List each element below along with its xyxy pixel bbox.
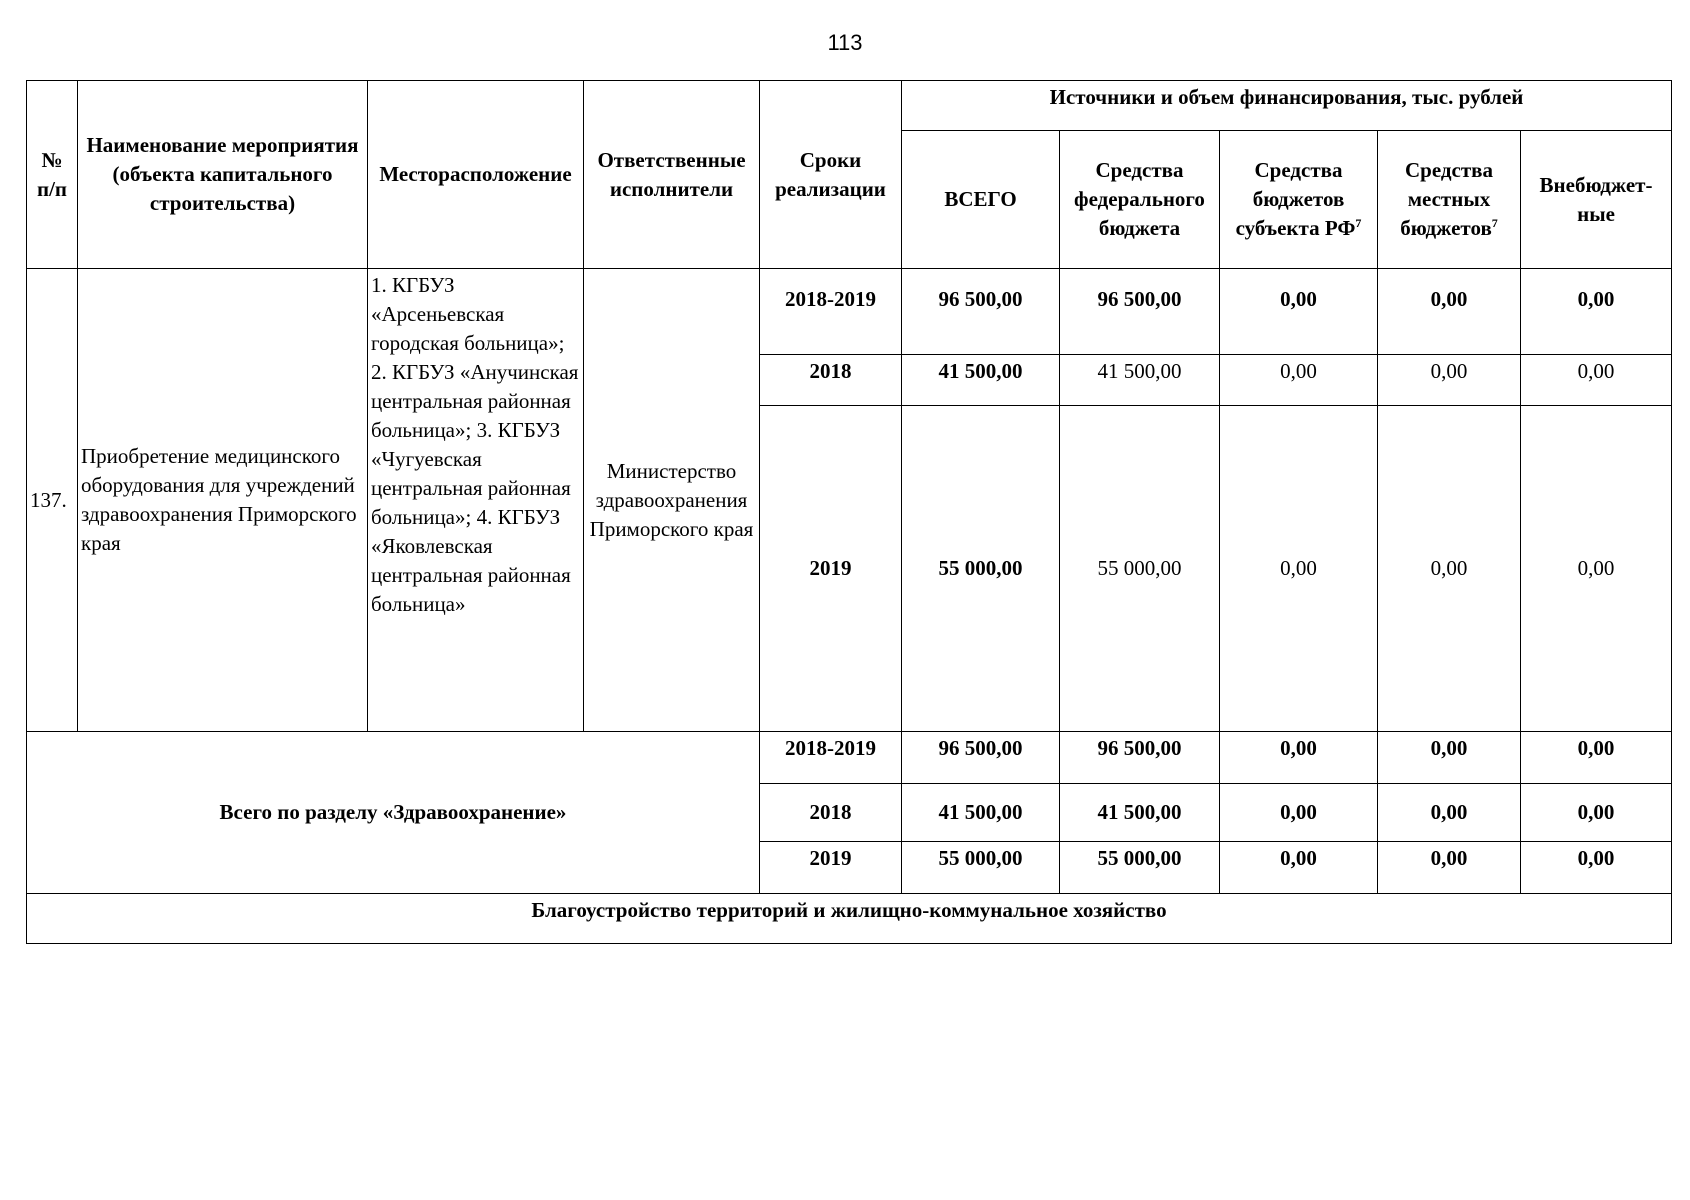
header-federal: Средства федерального бюджета — [1060, 131, 1220, 269]
page-number: 113 — [827, 30, 863, 55]
item-total: 55 000,00 — [902, 406, 1060, 732]
item-total: 96 500,00 — [902, 269, 1060, 355]
total-federal: 55 000,00 — [1060, 842, 1220, 894]
item-row-2018-2019 — [27, 269, 1672, 355]
total-total: 96 500,00 — [902, 732, 1060, 784]
item-local: 0,00 — [1378, 406, 1521, 732]
total-extra: 0,00 — [1521, 784, 1672, 842]
total-local: 0,00 — [1378, 732, 1521, 784]
item-period: 2018-2019 — [760, 269, 902, 355]
total-period: 2018-2019 — [760, 732, 902, 784]
item-local: 0,00 — [1378, 355, 1521, 406]
total-local: 0,00 — [1378, 784, 1521, 842]
item-name: Приобретение медицинского оборудования для учреждений здравоохранения Приморского края — [78, 269, 368, 732]
header-extra: Внебюджет-ные — [1521, 131, 1672, 269]
item-location: 1. КГБУЗ «Арсеньевская городская больница»; 2. КГБУЗ «Анучинская центральная районная больница»; 3. КГБУЗ «Чугуевская центральная районная больница»; 4. КГБУЗ «Яковлевская центральная районная больница» — [368, 269, 584, 732]
header-name: Наименование мероприятия (объекта капитального строительства) — [78, 81, 368, 269]
header-responsible: Ответственные исполнители — [584, 81, 760, 269]
next-section-title: Благоустройство территорий и жилищно-коммунальное хозяйство — [27, 894, 1672, 944]
total-total: 41 500,00 — [902, 784, 1060, 842]
header-period: Сроки реализации — [760, 81, 902, 269]
item-subject: 0,00 — [1220, 406, 1378, 732]
total-subject: 0,00 — [1220, 732, 1378, 784]
total-federal: 41 500,00 — [1060, 784, 1220, 842]
header-number: № п/п — [27, 81, 78, 269]
item-extra: 0,00 — [1521, 355, 1672, 406]
item-extra: 0,00 — [1521, 269, 1672, 355]
item-period: 2018 — [760, 355, 902, 406]
item-period: 2019 — [760, 406, 902, 732]
header-location: Месторасположение — [368, 81, 584, 269]
item-responsible: Министерство здравоохранения Приморского края — [584, 269, 760, 732]
total-row-2018-2019 — [27, 732, 1672, 784]
total-period: 2018 — [760, 784, 902, 842]
total-extra: 0,00 — [1521, 732, 1672, 784]
header-financing: Источники и объем финансирования, тыс. рублей — [902, 81, 1672, 131]
item-total: 41 500,00 — [902, 355, 1060, 406]
header-local-label: Средства местных бюджетов — [1400, 158, 1493, 240]
next-section-row — [27, 894, 1672, 944]
item-federal: 55 000,00 — [1060, 406, 1220, 732]
item-local: 0,00 — [1378, 269, 1521, 355]
header-subject-footnote: 7 — [1355, 216, 1362, 230]
header-local — [1378, 131, 1521, 269]
item-extra: 0,00 — [1521, 406, 1672, 732]
total-federal: 96 500,00 — [1060, 732, 1220, 784]
item-subject: 0,00 — [1220, 269, 1378, 355]
total-period: 2019 — [760, 842, 902, 894]
item-number: 137. — [27, 269, 78, 732]
header-total: ВСЕГО — [902, 131, 1060, 269]
total-local: 0,00 — [1378, 842, 1521, 894]
section-total-label: Всего по разделу «Здравоохранение» — [27, 732, 760, 894]
item-subject: 0,00 — [1220, 355, 1378, 406]
header-subject — [1220, 131, 1378, 269]
total-subject: 0,00 — [1220, 784, 1378, 842]
financing-table — [26, 80, 1672, 944]
total-subject: 0,00 — [1220, 842, 1378, 894]
item-federal: 41 500,00 — [1060, 355, 1220, 406]
header-local-footnote: 7 — [1491, 216, 1498, 230]
item-federal: 96 500,00 — [1060, 269, 1220, 355]
total-total: 55 000,00 — [902, 842, 1060, 894]
header-subject-label: Средства бюджетов субъекта РФ — [1235, 158, 1356, 240]
total-extra: 0,00 — [1521, 842, 1672, 894]
header-row-1 — [27, 81, 1672, 131]
